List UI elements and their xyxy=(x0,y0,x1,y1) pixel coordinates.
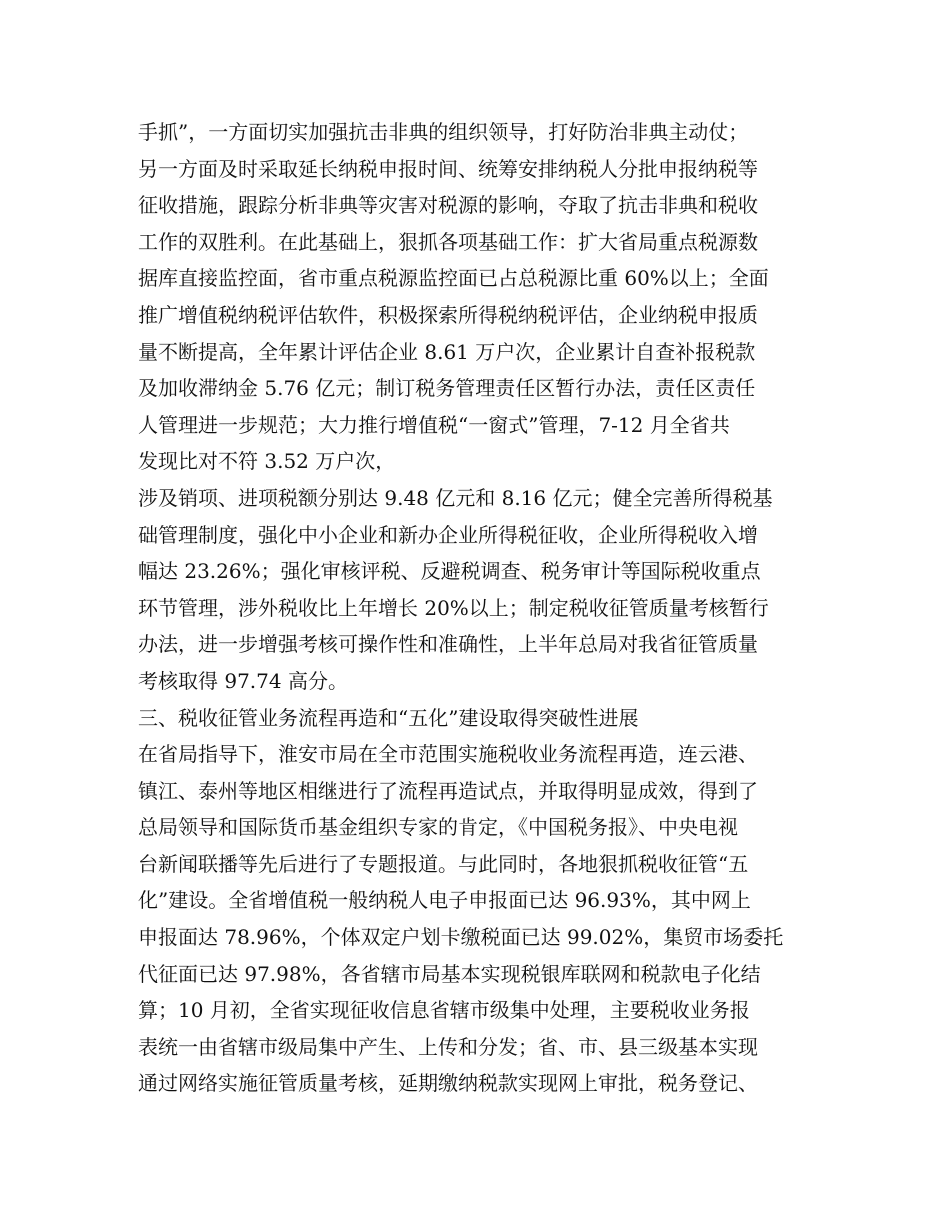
text-line: 工作的双胜利。在此基础上，狠抓各项基础工作：扩大省局重点税源数 xyxy=(138,229,758,254)
text-line: 据库直接监控面，省市重点税源监控面已占总税源比重 60%以上；全面 xyxy=(138,266,769,291)
text-line: 在省局指导下，淮安市局在全市范围实施税收业务流程再造，连云港、 xyxy=(138,742,758,767)
document-body xyxy=(138,114,828,1102)
text-line: 化”建设。全省增值税一般纳税人电子申报面已达 96.93%，其中网上 xyxy=(138,888,751,913)
text-line: 人管理进一步规范；大力推行增值税“一窗式”管理，7-12 月全省共 xyxy=(138,412,730,437)
text-line: 环节管理，涉外税收比上年增长 20%以上；制定税收征管质量考核暂行 xyxy=(138,595,769,620)
text-line: 算；10 月初，全省实现征收信息省辖市级集中处理，主要税收业务报 xyxy=(138,998,750,1023)
text-line: 镇江、泰州等地区相继进行了流程再造试点，并取得明显成效，得到了 xyxy=(138,778,758,803)
text-line: 涉及销项、进项税额分别达 9.48 亿元和 8.16 亿元；健全完善所得税基 xyxy=(138,485,773,510)
text-line: 申报面达 78.96%，个体双定户划卡缴税面已达 99.02%，集贸市场委托 xyxy=(138,925,784,950)
text-line: 表统一由省辖市级局集中产生、上传和分发；省、市、县三级基本实现 xyxy=(138,1034,758,1059)
text-line: 推广增值税纳税评估软件，积极探索所得税纳税评估，企业纳税申报质 xyxy=(138,302,758,327)
text-line: 幅达 23.26%；强化审核评税、反避税调查、税务审计等国际税收重点 xyxy=(138,559,761,584)
text-line: 手抓”，一方面切实加强抗击非典的组织领导，打好防治非典主动仗； xyxy=(138,120,749,144)
section-heading: 三、税收征管业务流程再造和“五化”建设取得突破性进展 xyxy=(138,705,639,730)
text-line: 总局领导和国际货币基金组织专家的肯定，《中国税务报》、中央电视 xyxy=(138,815,738,840)
text-line: 台新闻联播等先后进行了专题报道。与此同时，各地狠抓税收征管“五 xyxy=(138,851,749,876)
text-line: 另一方面及时采取延长纳税申报时间、统筹安排纳税人分批申报纳税等 xyxy=(138,156,758,181)
text-line: 础管理制度，强化中小企业和新办企业所得税征收，企业所得税收入增 xyxy=(138,522,758,547)
text-line: 代征面已达 97.98%，各省辖市局基本实现税银库联网和税款电子化结 xyxy=(138,961,761,986)
text-line: 量不断提高，全年累计评估企业 8.61 万户次，企业累计自查补报税款 xyxy=(138,339,756,364)
text-line: 办法，进一步增强考核可操作性和准确性，上半年总局对我省征管质量 xyxy=(138,632,758,657)
text-line: 征收措施，跟踪分析非典等灾害对税源的影响，夺取了抗击非典和税收 xyxy=(138,193,758,218)
text-line: 考核取得 97.74 高分。 xyxy=(138,668,348,693)
text-line: 发现比对不符 3.52 万户次， xyxy=(138,449,396,474)
text-line: 及加收滞纳金 5.76 亿元；制订税务管理责任区暂行办法，责任区责任 xyxy=(138,376,756,401)
text-line: 通过网络实施征管质量考核，延期缴纳税款实现网上审批，税务登记、 xyxy=(138,1071,758,1096)
